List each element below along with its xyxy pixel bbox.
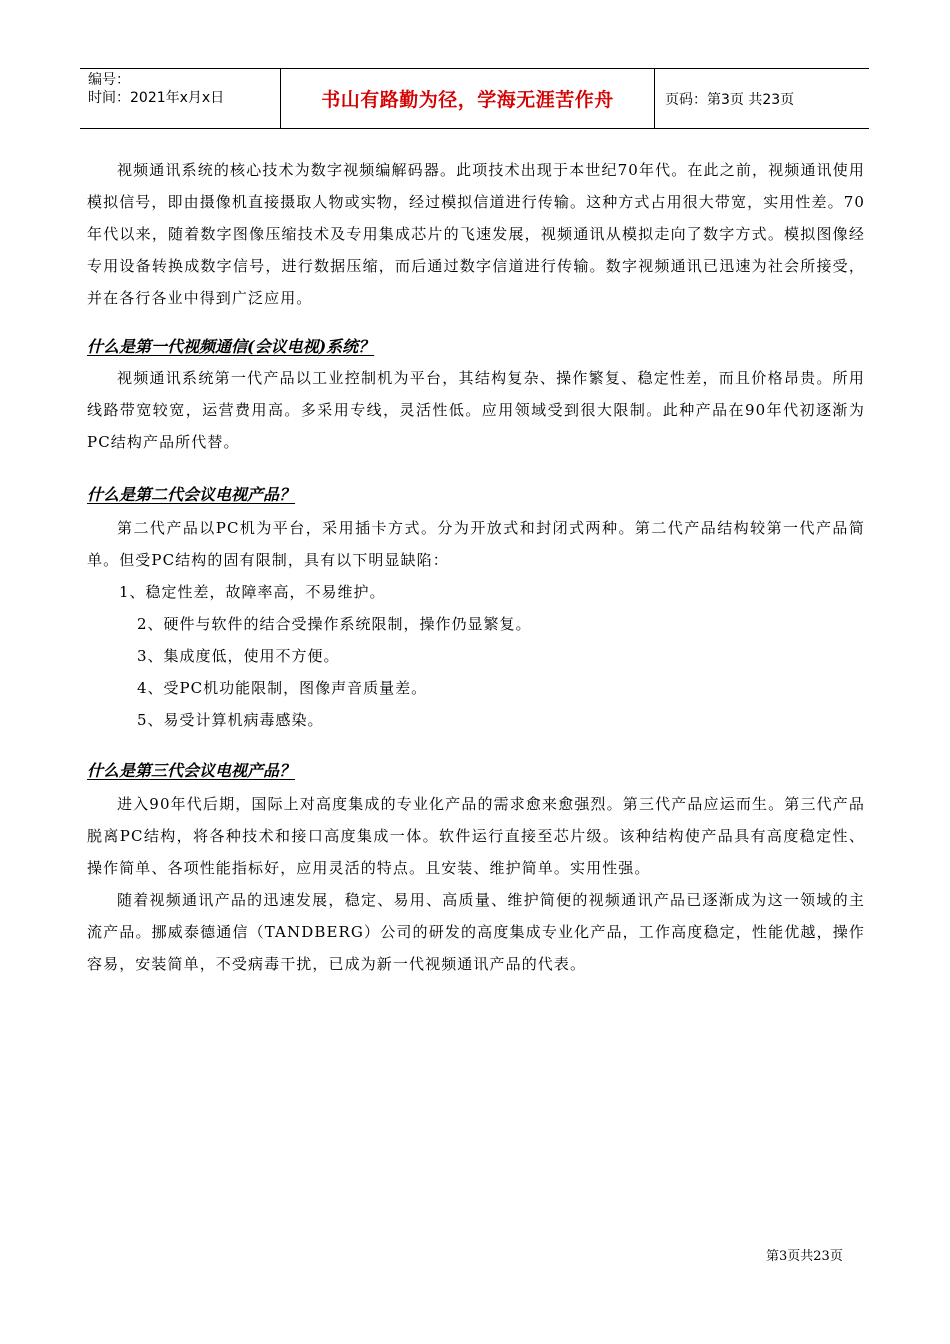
- page-footer: 第3页共23页: [766, 1249, 843, 1264]
- list-item: 5、易受计算机病毒感染。: [137, 711, 324, 729]
- document-number-label: 编号：: [88, 72, 130, 88]
- list-item: 2、硬件与软件的结合受操作系统限制，操作仍显繁复。: [137, 615, 532, 633]
- header-motto: 书山有路勤为径，学海无涯苦作舟: [281, 69, 655, 128]
- intro-paragraph: 视频通讯系统的核心技术为数字视频编解码器。此项技术出现于本世纪70年代。在此之前，视频通讯使用模拟信号，即由摄像机直接摄取人物或实物，经过模拟信道进行传输。这种方式占用很大带宽，实用性差。70年代以来，随着数字图像压缩技术及专用集成芯片的飞速发展，视频通讯从模拟走向了数字方式。模拟图像经专用设备转换成数字信号，进行数据压缩，而后通过数字信道进行传输。数字视频通讯已迅速为社会所接受，并在各行各业中得到广泛应用。: [87, 161, 865, 307]
- section-paragraph-second-generation: 第二代产品以PC机为平台，采用插卡方式。分为开放式和封闭式两种。第二代产品结构较第一代产品简单。但受PC结构的固有限制，具有以下明显缺陷：: [87, 519, 865, 569]
- page-header-table: [80, 68, 869, 129]
- section-paragraph-first-generation: 视频通讯系统第一代产品以工业控制机为平台，其结构复杂、操作繁复、稳定性差，而且价格昂贵。所用线路带宽较宽，运营费用高。多采用专线，灵活性低。应用领域受到很大限制。此种产品在90年代初逐渐为PC结构产品所代替。: [87, 369, 865, 451]
- document-body: [87, 154, 865, 980]
- section-heading-third-generation: 什么是第三代会议电视产品？: [87, 761, 296, 780]
- section-paragraph-third-generation-1: 进入90年代后期，国际上对高度集成的专业化产品的需求愈来愈强烈。第三代产品应运而生。第三代产品脱离PC结构，将各种技术和接口高度集成一体。软件运行直接至芯片级。该种结构使产品具有高度稳定性、操作简单、各项性能指标好，应用灵活的特点。且安装、维护简单。实用性强。: [87, 795, 865, 877]
- list-item: 3、集成度低，使用不方便。: [137, 647, 340, 665]
- list-item: 1、稳定性差，故障率高，不易维护。: [119, 583, 386, 601]
- section-paragraph-third-generation-2: 随着视频通讯产品的迅速发展，稳定、易用、高质量、维护简便的视频通讯产品已逐渐成为这一领域的主流产品。挪威泰德通信（TANDBERG）公司的研发的高度集成专业化产品，工作高度稳定，性能优越，操作容易，安装简单，不受病毒干扰，已成为新一代视频通讯产品的代表。: [87, 891, 865, 973]
- document-date-label: 时间：2021年x月x日: [88, 90, 225, 106]
- defect-list: [87, 576, 865, 736]
- section-heading-second-generation: 什么是第二代会议电视产品？: [87, 485, 296, 504]
- section-heading-first-generation: 什么是第一代视频通信(会议电视)系统？: [87, 337, 375, 356]
- list-item: 4、受PC机功能限制，图像声音质量差。: [137, 679, 428, 697]
- header-page-info: 页码：第3页 共23页: [665, 91, 795, 108]
- header-meta-cell: [80, 69, 281, 128]
